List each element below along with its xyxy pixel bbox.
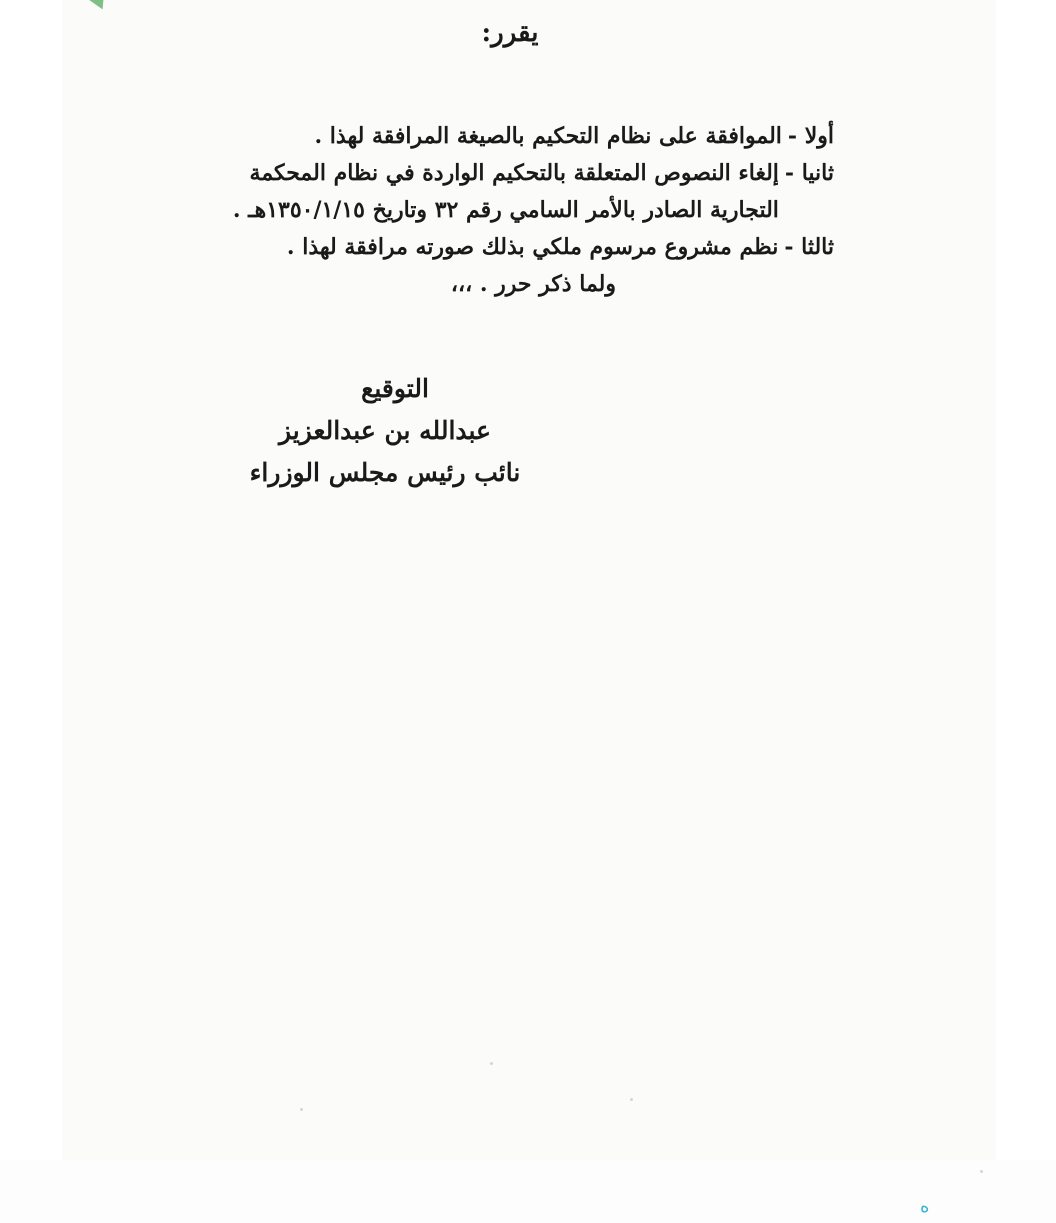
clause-second <box>194 155 834 229</box>
scan-bottom-edge <box>0 1160 1056 1223</box>
decision-body <box>194 118 834 303</box>
signature-title: التوقيع <box>361 374 429 403</box>
decision-heading: يقرر: <box>481 18 539 48</box>
clause-third-label: ثالثا - <box>784 234 834 260</box>
scan-speck <box>980 1170 983 1173</box>
signature-block <box>230 368 540 494</box>
scan-speck <box>300 1108 303 1111</box>
clause-first-text: الموافقة على نظام التحكيم بالصيغة المرافقة لهذا . <box>314 123 782 149</box>
clause-second-label: ثانيا - <box>784 160 834 186</box>
clause-first-label: أولا - <box>787 123 834 149</box>
page-number: ه <box>920 1196 930 1217</box>
clause-third-text: نظم مشروع مرسوم ملكي بذلك صورته مرافقة لهذا . <box>286 234 779 260</box>
scan-speck <box>490 1062 493 1065</box>
clause-third <box>194 229 834 266</box>
signatory-name: عبدالله بن عبدالعزيز <box>279 416 491 445</box>
signatory-position: نائب رئيس مجلس الوزراء <box>249 458 521 487</box>
scan-speck <box>630 1098 633 1101</box>
closing-line: ولما ذكر حرر . ،،، <box>450 271 616 297</box>
clause-second-text: إلغاء النصوص المتعلقة بالتحكيم الواردة في نظام المحكمة التجارية الصادر بالأمر السامي رقم ٣٢ وتاريخ ١٣٥٠/١/١٥هـ . <box>232 160 779 223</box>
clause-first <box>194 118 834 155</box>
